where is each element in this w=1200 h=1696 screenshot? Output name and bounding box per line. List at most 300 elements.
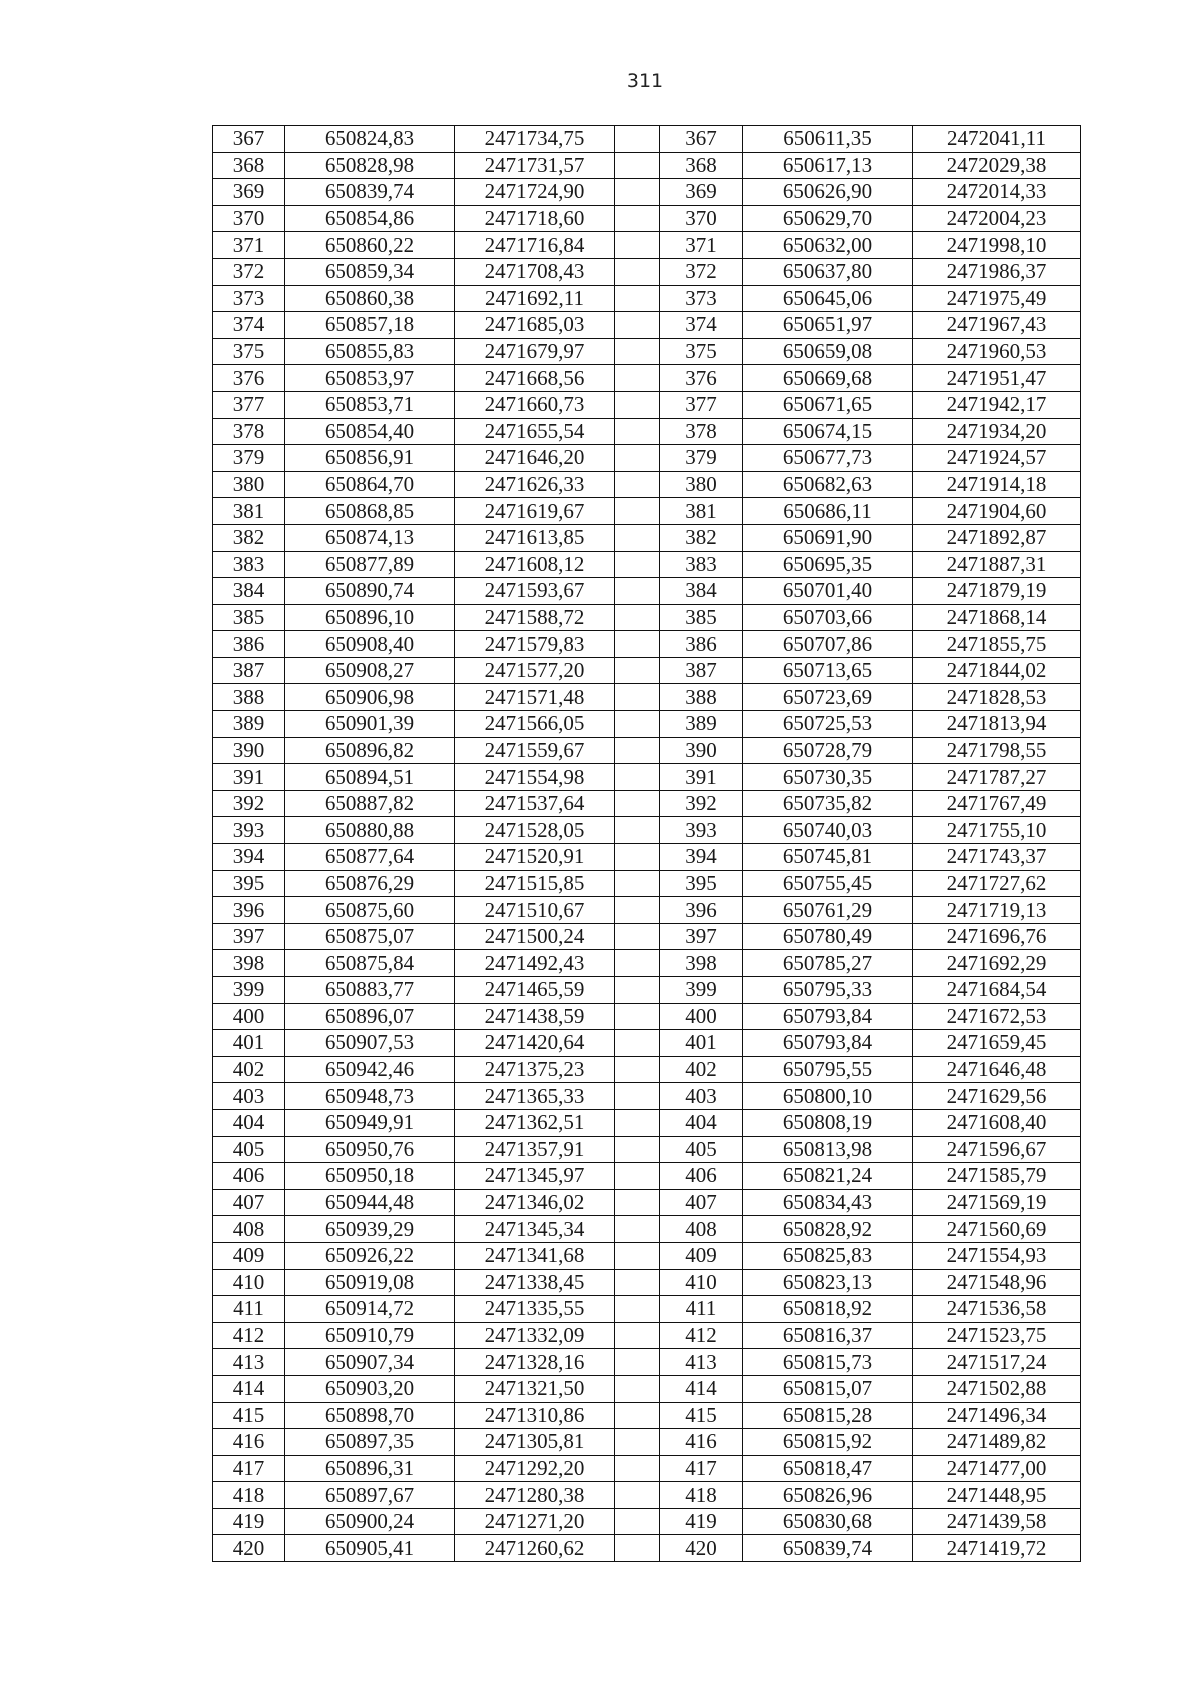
y-coordinate-right: 2471743,37 — [913, 844, 1081, 871]
point-number-right: 389 — [660, 711, 743, 738]
spacer-cell — [615, 179, 660, 206]
coordinates-table-body — [213, 126, 1081, 1562]
spacer-cell — [615, 897, 660, 924]
table-row — [213, 1083, 1081, 1110]
spacer-cell — [615, 977, 660, 1004]
y-coordinate-right: 2471879,19 — [913, 578, 1081, 605]
y-coordinate-right: 2472029,38 — [913, 152, 1081, 179]
point-number-right: 390 — [660, 737, 743, 764]
point-number-left: 403 — [213, 1083, 285, 1110]
y-coordinate-left: 2471341,68 — [455, 1242, 615, 1269]
point-number-left: 415 — [213, 1402, 285, 1429]
point-number-right: 412 — [660, 1322, 743, 1349]
point-number-left: 406 — [213, 1163, 285, 1190]
spacer-cell — [615, 1242, 660, 1269]
x-coordinate-left: 650828,98 — [285, 152, 455, 179]
y-coordinate-left: 2471332,09 — [455, 1322, 615, 1349]
y-coordinate-right: 2471855,75 — [913, 631, 1081, 658]
x-coordinate-left: 650907,53 — [285, 1030, 455, 1057]
point-number-right: 387 — [660, 657, 743, 684]
point-number-left: 382 — [213, 524, 285, 551]
y-coordinate-right: 2471924,57 — [913, 445, 1081, 472]
table-row — [213, 1030, 1081, 1057]
point-number-left: 372 — [213, 258, 285, 285]
x-coordinate-left: 650897,67 — [285, 1482, 455, 1509]
spacer-cell — [615, 126, 660, 153]
spacer-cell — [615, 312, 660, 339]
x-coordinate-right: 650808,19 — [743, 1109, 913, 1136]
x-coordinate-right: 650740,03 — [743, 817, 913, 844]
y-coordinate-left: 2471515,85 — [455, 870, 615, 897]
point-number-right: 380 — [660, 471, 743, 498]
point-number-left: 392 — [213, 790, 285, 817]
point-number-right: 376 — [660, 365, 743, 392]
table-row — [213, 1109, 1081, 1136]
x-coordinate-right: 650755,45 — [743, 870, 913, 897]
x-coordinate-right: 650703,66 — [743, 604, 913, 631]
table-row — [213, 1296, 1081, 1323]
point-number-left: 377 — [213, 391, 285, 418]
table-row — [213, 604, 1081, 631]
point-number-right: 372 — [660, 258, 743, 285]
y-coordinate-left: 2471716,84 — [455, 232, 615, 259]
y-coordinate-left: 2471655,54 — [455, 418, 615, 445]
table-row — [213, 418, 1081, 445]
spacer-cell — [615, 1402, 660, 1429]
table-row — [213, 1216, 1081, 1243]
y-coordinate-right: 2471477,00 — [913, 1455, 1081, 1482]
x-coordinate-right: 650671,65 — [743, 391, 913, 418]
x-coordinate-left: 650853,71 — [285, 391, 455, 418]
x-coordinate-right: 650669,68 — [743, 365, 913, 392]
spacer-cell — [615, 1109, 660, 1136]
y-coordinate-right: 2471998,10 — [913, 232, 1081, 259]
x-coordinate-right: 650761,29 — [743, 897, 913, 924]
point-number-right: 399 — [660, 977, 743, 1004]
y-coordinate-right: 2471986,37 — [913, 258, 1081, 285]
x-coordinate-left: 650926,22 — [285, 1242, 455, 1269]
spacer-cell — [615, 1375, 660, 1402]
point-number-left: 411 — [213, 1296, 285, 1323]
point-number-right: 395 — [660, 870, 743, 897]
table-row — [213, 870, 1081, 897]
point-number-right: 407 — [660, 1189, 743, 1216]
spacer-cell — [615, 1003, 660, 1030]
x-coordinate-right: 650828,92 — [743, 1216, 913, 1243]
point-number-right: 396 — [660, 897, 743, 924]
table-row — [213, 844, 1081, 871]
x-coordinate-right: 650800,10 — [743, 1083, 913, 1110]
x-coordinate-right: 650795,55 — [743, 1056, 913, 1083]
x-coordinate-left: 650877,64 — [285, 844, 455, 871]
spacer-cell — [615, 524, 660, 551]
x-coordinate-left: 650919,08 — [285, 1269, 455, 1296]
table-row — [213, 817, 1081, 844]
point-number-left: 378 — [213, 418, 285, 445]
table-row — [213, 179, 1081, 206]
y-coordinate-left: 2471626,33 — [455, 471, 615, 498]
table-row — [213, 790, 1081, 817]
point-number-left: 384 — [213, 578, 285, 605]
y-coordinate-left: 2471646,20 — [455, 445, 615, 472]
point-number-right: 375 — [660, 338, 743, 365]
y-coordinate-right: 2471536,58 — [913, 1296, 1081, 1323]
x-coordinate-right: 650793,84 — [743, 1030, 913, 1057]
y-coordinate-left: 2471280,38 — [455, 1482, 615, 1509]
spacer-cell — [615, 471, 660, 498]
point-number-left: 420 — [213, 1535, 285, 1562]
point-number-right: 413 — [660, 1349, 743, 1376]
x-coordinate-right: 650611,35 — [743, 126, 913, 153]
spacer-cell — [615, 657, 660, 684]
table-row — [213, 950, 1081, 977]
point-number-left: 375 — [213, 338, 285, 365]
table-row — [213, 152, 1081, 179]
y-coordinate-left: 2471718,60 — [455, 205, 615, 232]
point-number-right: 377 — [660, 391, 743, 418]
table-row — [213, 1429, 1081, 1456]
point-number-right: 391 — [660, 764, 743, 791]
y-coordinate-right: 2471419,72 — [913, 1535, 1081, 1562]
y-coordinate-left: 2471731,57 — [455, 152, 615, 179]
x-coordinate-right: 650813,98 — [743, 1136, 913, 1163]
x-coordinate-right: 650617,13 — [743, 152, 913, 179]
y-coordinate-right: 2471892,87 — [913, 524, 1081, 551]
x-coordinate-left: 650824,83 — [285, 126, 455, 153]
table-row — [213, 1269, 1081, 1296]
point-number-right: 416 — [660, 1429, 743, 1456]
point-number-left: 388 — [213, 684, 285, 711]
x-coordinate-left: 650906,98 — [285, 684, 455, 711]
point-number-left: 398 — [213, 950, 285, 977]
table-row — [213, 126, 1081, 153]
spacer-cell — [615, 817, 660, 844]
x-coordinate-right: 650815,28 — [743, 1402, 913, 1429]
spacer-cell — [615, 1136, 660, 1163]
point-number-left: 369 — [213, 179, 285, 206]
y-coordinate-right: 2471569,19 — [913, 1189, 1081, 1216]
spacer-cell — [615, 1189, 660, 1216]
y-coordinate-left: 2471588,72 — [455, 604, 615, 631]
spacer-cell — [615, 258, 660, 285]
point-number-right: 398 — [660, 950, 743, 977]
y-coordinate-right: 2471951,47 — [913, 365, 1081, 392]
x-coordinate-left: 650864,70 — [285, 471, 455, 498]
point-number-left: 395 — [213, 870, 285, 897]
y-coordinate-left: 2471510,67 — [455, 897, 615, 924]
x-coordinate-left: 650908,27 — [285, 657, 455, 684]
spacer-cell — [615, 232, 660, 259]
point-number-right: 370 — [660, 205, 743, 232]
y-coordinate-right: 2471828,53 — [913, 684, 1081, 711]
y-coordinate-left: 2471365,33 — [455, 1083, 615, 1110]
y-coordinate-left: 2471528,05 — [455, 817, 615, 844]
y-coordinate-right: 2471813,94 — [913, 711, 1081, 738]
x-coordinate-left: 650883,77 — [285, 977, 455, 1004]
point-number-left: 412 — [213, 1322, 285, 1349]
point-number-right: 411 — [660, 1296, 743, 1323]
point-number-left: 414 — [213, 1375, 285, 1402]
x-coordinate-right: 650629,70 — [743, 205, 913, 232]
x-coordinate-right: 650626,90 — [743, 179, 913, 206]
point-number-left: 387 — [213, 657, 285, 684]
y-coordinate-right: 2471496,34 — [913, 1402, 1081, 1429]
spacer-cell — [615, 844, 660, 871]
table-row — [213, 1535, 1081, 1562]
x-coordinate-left: 650875,07 — [285, 923, 455, 950]
table-row — [213, 1056, 1081, 1083]
point-number-right: 381 — [660, 498, 743, 525]
y-coordinate-left: 2471345,34 — [455, 1216, 615, 1243]
y-coordinate-right: 2471585,79 — [913, 1163, 1081, 1190]
spacer-cell — [615, 1535, 660, 1562]
table-row — [213, 338, 1081, 365]
point-number-right: 414 — [660, 1375, 743, 1402]
y-coordinate-right: 2471448,95 — [913, 1482, 1081, 1509]
spacer-cell — [615, 1056, 660, 1083]
spacer-cell — [615, 1163, 660, 1190]
point-number-right: 393 — [660, 817, 743, 844]
y-coordinate-right: 2471439,58 — [913, 1508, 1081, 1535]
y-coordinate-left: 2471375,23 — [455, 1056, 615, 1083]
y-coordinate-right: 2471787,27 — [913, 764, 1081, 791]
point-number-right: 403 — [660, 1083, 743, 1110]
x-coordinate-right: 650674,15 — [743, 418, 913, 445]
point-number-left: 370 — [213, 205, 285, 232]
y-coordinate-left: 2471357,91 — [455, 1136, 615, 1163]
y-coordinate-left: 2471593,67 — [455, 578, 615, 605]
x-coordinate-left: 650901,39 — [285, 711, 455, 738]
table-row — [213, 471, 1081, 498]
page-number: 311 — [626, 70, 664, 92]
y-coordinate-right: 2471767,49 — [913, 790, 1081, 817]
y-coordinate-left: 2471554,98 — [455, 764, 615, 791]
y-coordinate-right: 2471502,88 — [913, 1375, 1081, 1402]
table-row — [213, 977, 1081, 1004]
y-coordinate-left: 2471310,86 — [455, 1402, 615, 1429]
point-number-left: 404 — [213, 1109, 285, 1136]
x-coordinate-left: 650900,24 — [285, 1508, 455, 1535]
table-row — [213, 631, 1081, 658]
point-number-left: 383 — [213, 551, 285, 578]
y-coordinate-right: 2471659,45 — [913, 1030, 1081, 1057]
point-number-right: 402 — [660, 1056, 743, 1083]
point-number-left: 381 — [213, 498, 285, 525]
point-number-right: 400 — [660, 1003, 743, 1030]
point-number-left: 416 — [213, 1429, 285, 1456]
y-coordinate-right: 2471727,62 — [913, 870, 1081, 897]
point-number-left: 409 — [213, 1242, 285, 1269]
x-coordinate-left: 650854,86 — [285, 205, 455, 232]
point-number-left: 413 — [213, 1349, 285, 1376]
point-number-right: 374 — [660, 312, 743, 339]
point-number-left: 401 — [213, 1030, 285, 1057]
x-coordinate-right: 650818,92 — [743, 1296, 913, 1323]
x-coordinate-right: 650735,82 — [743, 790, 913, 817]
x-coordinate-left: 650942,46 — [285, 1056, 455, 1083]
x-coordinate-right: 650682,63 — [743, 471, 913, 498]
x-coordinate-right: 650695,35 — [743, 551, 913, 578]
point-number-left: 397 — [213, 923, 285, 950]
table-row — [213, 445, 1081, 472]
table-row — [213, 1163, 1081, 1190]
y-coordinate-left: 2471692,11 — [455, 285, 615, 312]
x-coordinate-right: 650818,47 — [743, 1455, 913, 1482]
spacer-cell — [615, 764, 660, 791]
point-number-left: 394 — [213, 844, 285, 871]
y-coordinate-left: 2471566,05 — [455, 711, 615, 738]
y-coordinate-left: 2471500,24 — [455, 923, 615, 950]
spacer-cell — [615, 1508, 660, 1535]
spacer-cell — [615, 711, 660, 738]
spacer-cell — [615, 1030, 660, 1057]
x-coordinate-left: 650950,18 — [285, 1163, 455, 1190]
point-number-left: 389 — [213, 711, 285, 738]
x-coordinate-left: 650857,18 — [285, 312, 455, 339]
table-row — [213, 258, 1081, 285]
spacer-cell — [615, 418, 660, 445]
spacer-cell — [615, 1429, 660, 1456]
x-coordinate-right: 650686,11 — [743, 498, 913, 525]
point-number-left: 417 — [213, 1455, 285, 1482]
x-coordinate-left: 650896,07 — [285, 1003, 455, 1030]
x-coordinate-left: 650856,91 — [285, 445, 455, 472]
x-coordinate-right: 650839,74 — [743, 1535, 913, 1562]
point-number-right: 368 — [660, 152, 743, 179]
y-coordinate-right: 2471684,54 — [913, 977, 1081, 1004]
point-number-left: 402 — [213, 1056, 285, 1083]
x-coordinate-right: 650830,68 — [743, 1508, 913, 1535]
table-row — [213, 524, 1081, 551]
point-number-right: 418 — [660, 1482, 743, 1509]
y-coordinate-right: 2471934,20 — [913, 418, 1081, 445]
point-number-right: 383 — [660, 551, 743, 578]
y-coordinate-left: 2471613,85 — [455, 524, 615, 551]
y-coordinate-left: 2471465,59 — [455, 977, 615, 1004]
y-coordinate-left: 2471346,02 — [455, 1189, 615, 1216]
x-coordinate-left: 650905,41 — [285, 1535, 455, 1562]
x-coordinate-right: 650785,27 — [743, 950, 913, 977]
y-coordinate-right: 2471914,18 — [913, 471, 1081, 498]
point-number-right: 419 — [660, 1508, 743, 1535]
y-coordinate-right: 2471672,53 — [913, 1003, 1081, 1030]
spacer-cell — [615, 923, 660, 950]
x-coordinate-right: 650713,65 — [743, 657, 913, 684]
x-coordinate-left: 650939,29 — [285, 1216, 455, 1243]
point-number-left: 373 — [213, 285, 285, 312]
table-row — [213, 578, 1081, 605]
x-coordinate-right: 650632,00 — [743, 232, 913, 259]
spacer-cell — [615, 1296, 660, 1323]
x-coordinate-left: 650874,13 — [285, 524, 455, 551]
y-coordinate-right: 2471719,13 — [913, 897, 1081, 924]
y-coordinate-right: 2471887,31 — [913, 551, 1081, 578]
point-number-right: 382 — [660, 524, 743, 551]
x-coordinate-right: 650651,97 — [743, 312, 913, 339]
point-number-right: 410 — [660, 1269, 743, 1296]
x-coordinate-left: 650859,34 — [285, 258, 455, 285]
point-number-right: 394 — [660, 844, 743, 871]
point-number-right: 408 — [660, 1216, 743, 1243]
point-number-left: 374 — [213, 312, 285, 339]
point-number-right: 371 — [660, 232, 743, 259]
y-coordinate-right: 2472004,23 — [913, 205, 1081, 232]
x-coordinate-right: 650745,81 — [743, 844, 913, 871]
spacer-cell — [615, 551, 660, 578]
point-number-left: 405 — [213, 1136, 285, 1163]
x-coordinate-left: 650876,29 — [285, 870, 455, 897]
x-coordinate-right: 650834,43 — [743, 1189, 913, 1216]
y-coordinate-left: 2471708,43 — [455, 258, 615, 285]
y-coordinate-left: 2471608,12 — [455, 551, 615, 578]
y-coordinate-right: 2471489,82 — [913, 1429, 1081, 1456]
x-coordinate-left: 650875,60 — [285, 897, 455, 924]
y-coordinate-left: 2471345,97 — [455, 1163, 615, 1190]
x-coordinate-left: 650860,22 — [285, 232, 455, 259]
point-number-left: 419 — [213, 1508, 285, 1535]
y-coordinate-left: 2471292,20 — [455, 1455, 615, 1482]
x-coordinate-left: 650839,74 — [285, 179, 455, 206]
table-row — [213, 1508, 1081, 1535]
y-coordinate-left: 2471559,67 — [455, 737, 615, 764]
y-coordinate-right: 2471596,67 — [913, 1136, 1081, 1163]
table-row — [213, 711, 1081, 738]
point-number-left: 385 — [213, 604, 285, 631]
point-number-left: 371 — [213, 232, 285, 259]
y-coordinate-right: 2471904,60 — [913, 498, 1081, 525]
spacer-cell — [615, 1322, 660, 1349]
x-coordinate-left: 650875,84 — [285, 950, 455, 977]
table-row — [213, 657, 1081, 684]
point-number-left: 399 — [213, 977, 285, 1004]
point-number-right: 415 — [660, 1402, 743, 1429]
point-number-right: 397 — [660, 923, 743, 950]
x-coordinate-right: 650815,73 — [743, 1349, 913, 1376]
x-coordinate-right: 650815,07 — [743, 1375, 913, 1402]
y-coordinate-right: 2471608,40 — [913, 1109, 1081, 1136]
x-coordinate-right: 650677,73 — [743, 445, 913, 472]
point-number-left: 380 — [213, 471, 285, 498]
x-coordinate-left: 650914,72 — [285, 1296, 455, 1323]
x-coordinate-right: 650816,37 — [743, 1322, 913, 1349]
x-coordinate-right: 650725,53 — [743, 711, 913, 738]
x-coordinate-left: 650896,82 — [285, 737, 455, 764]
x-coordinate-right: 650826,96 — [743, 1482, 913, 1509]
spacer-cell — [615, 578, 660, 605]
x-coordinate-right: 650780,49 — [743, 923, 913, 950]
y-coordinate-left: 2471321,50 — [455, 1375, 615, 1402]
x-coordinate-right: 650795,33 — [743, 977, 913, 1004]
spacer-cell — [615, 950, 660, 977]
x-coordinate-left: 650894,51 — [285, 764, 455, 791]
spacer-cell — [615, 684, 660, 711]
point-number-left: 367 — [213, 126, 285, 153]
x-coordinate-left: 650898,70 — [285, 1402, 455, 1429]
point-number-left: 368 — [213, 152, 285, 179]
point-number-right: 388 — [660, 684, 743, 711]
y-coordinate-right: 2471975,49 — [913, 285, 1081, 312]
x-coordinate-left: 650944,48 — [285, 1189, 455, 1216]
x-coordinate-left: 650896,10 — [285, 604, 455, 631]
y-coordinate-right: 2471696,76 — [913, 923, 1081, 950]
y-coordinate-left: 2471362,51 — [455, 1109, 615, 1136]
x-coordinate-left: 650860,38 — [285, 285, 455, 312]
point-number-right: 378 — [660, 418, 743, 445]
x-coordinate-left: 650949,91 — [285, 1109, 455, 1136]
spacer-cell — [615, 391, 660, 418]
y-coordinate-left: 2471679,97 — [455, 338, 615, 365]
point-number-right: 373 — [660, 285, 743, 312]
